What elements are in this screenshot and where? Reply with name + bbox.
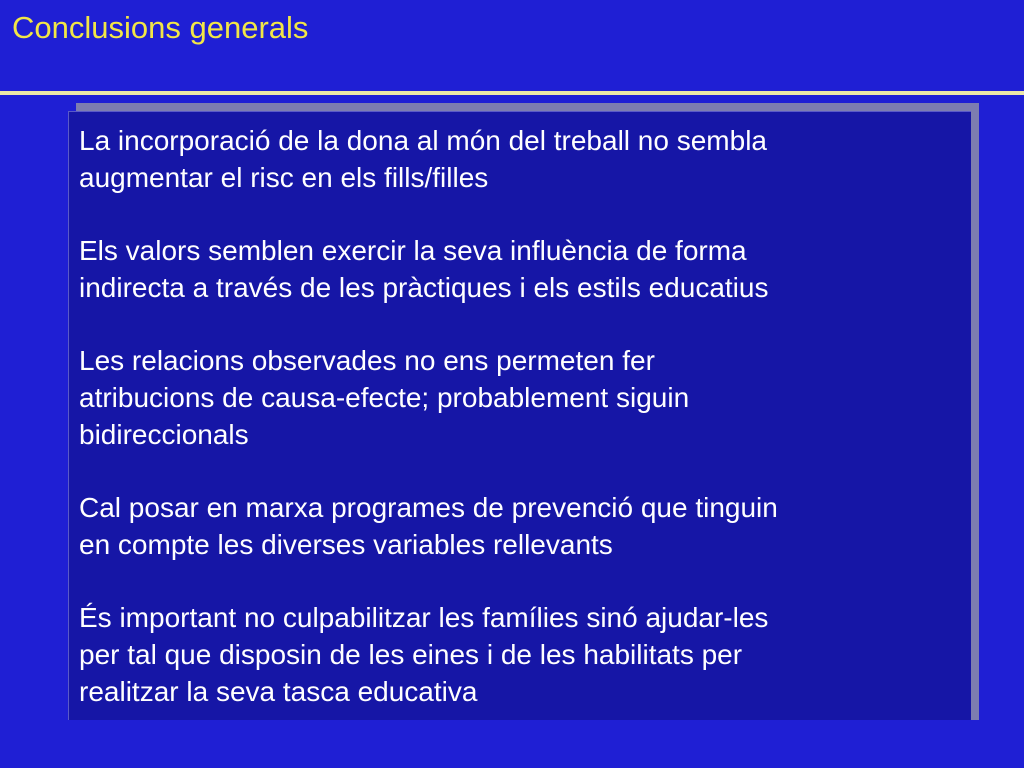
conclusion-item: Cal posar en marxa programes de prevenció que tinguin en compte les diverses variables rellevants [79,492,778,560]
title-divider [0,91,1024,95]
conclusion-item: Els valors semblen exercir la seva influència de forma indirecta a través de les pràctiques i els estils educatius [79,235,769,303]
conclusion-item: És important no culpabilitzar les famílies sinó ajudar-les per tal que disposin de les eines i de les habilitats per realitzar la seva tasca educativa [79,602,769,707]
conclusion-item: La incorporació de la dona al món del treball no sembla augmentar el risc en els fills/filles [79,125,767,193]
conclusions-list [79,122,959,746]
slide-title: Conclusions generals [12,10,309,45]
conclusion-item: Les relacions observades no ens permeten fer atribucions de causa-efecte; probablement siguin bidireccionals [79,345,690,450]
